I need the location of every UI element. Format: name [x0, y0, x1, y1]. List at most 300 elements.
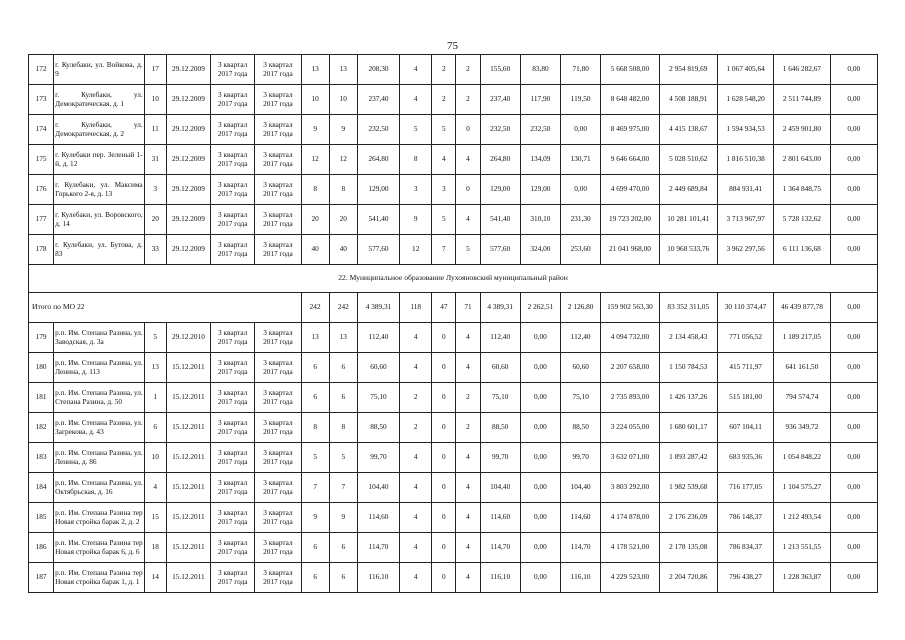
- date-cell: 15.12.2011: [166, 413, 210, 443]
- date-cell: 29.12.2009: [166, 85, 210, 115]
- regional-share-cell: 796 438,27: [717, 563, 773, 593]
- area-private-cell: 0,00: [520, 413, 560, 443]
- year-cell: 31: [144, 145, 166, 175]
- actual-quarter-cell: 3 квартал 2017 года: [255, 235, 301, 265]
- apartments-private-cell: 0: [432, 533, 456, 563]
- residents-cell: 6: [301, 353, 329, 383]
- planned-quarter-cell: 3 квартал 2017 года: [211, 205, 255, 235]
- apartments-private-cell: 4: [432, 145, 456, 175]
- regional-share-cell: 884 931,41: [717, 175, 773, 205]
- table-row: [29, 115, 878, 145]
- cost-total-cell: 5 668 508,00: [601, 55, 659, 85]
- area-private-cell: 117,90: [520, 85, 560, 115]
- address-cell: г. Кулебаки, ул. Бутова, д. 83: [54, 235, 145, 265]
- apartments-private-cell: 0: [432, 383, 456, 413]
- resettlement-table: [28, 54, 878, 593]
- actual-quarter-cell: 3 квартал 2017 года: [255, 503, 301, 533]
- row-number: 172: [29, 55, 54, 85]
- other-share-cell: 0,00: [830, 413, 877, 443]
- area-cell: 208,30: [357, 55, 399, 85]
- area-municipal-cell: 99,70: [561, 443, 601, 473]
- apartments-municipal-cell: 4: [456, 533, 480, 563]
- regional-share-cell: 3 713 967,97: [717, 205, 773, 235]
- apartments-total-cell: 2: [400, 383, 432, 413]
- apartments-municipal-cell: 0: [456, 175, 480, 205]
- date-cell: 29.12.2010: [166, 323, 210, 353]
- area-total-cell: 99,70: [480, 443, 520, 473]
- fund-share-cell: 4 415 138,67: [659, 115, 717, 145]
- residents-cell: 8: [301, 175, 329, 205]
- regional-share-cell: 1 816 510,38: [717, 145, 773, 175]
- address-cell: р.п. Им. Степана Разина, ул. Загрековa, д. 43: [54, 413, 145, 443]
- year-cell: 13: [144, 353, 166, 383]
- apartments-municipal-cell: 5: [456, 235, 480, 265]
- area-total-cell: 60,60: [480, 353, 520, 383]
- address-cell: р.п. Им. Степана Разина, ул. Октябрьская, д. 16: [54, 473, 145, 503]
- residents-resettled-cell: 7: [329, 473, 357, 503]
- row-number: 180: [29, 353, 54, 383]
- apartments-municipal-cell: 4: [456, 563, 480, 593]
- address-cell: р.п. Им. Степана Разина тер Новая стройка барак 6, д. 6: [54, 533, 145, 563]
- total-cell: 242: [301, 293, 329, 323]
- total-cell: 159 902 563,30: [601, 293, 659, 323]
- total-cell: 30 110 374,47: [717, 293, 773, 323]
- area-private-cell: 324,00: [520, 235, 560, 265]
- actual-quarter-cell: 3 квартал 2017 года: [255, 55, 301, 85]
- fund-share-cell: 2 449 689,84: [659, 175, 717, 205]
- row-number: 183: [29, 443, 54, 473]
- residents-cell: 12: [301, 145, 329, 175]
- year-cell: 5: [144, 323, 166, 353]
- residents-resettled-cell: 13: [329, 55, 357, 85]
- local-share-cell: 1 104 575,27: [774, 473, 830, 503]
- address-cell: г. Кулебаки, ул. Демократическая, д. 1: [54, 85, 145, 115]
- area-municipal-cell: 75,10: [561, 383, 601, 413]
- cost-total-cell: 3 224 055,00: [601, 413, 659, 443]
- regional-share-cell: 786 834,37: [717, 533, 773, 563]
- area-cell: 116,10: [357, 563, 399, 593]
- fund-share-cell: 1 150 784,53: [659, 353, 717, 383]
- area-total-cell: 264,80: [480, 145, 520, 175]
- fund-share-cell: 2 204 720,86: [659, 563, 717, 593]
- area-private-cell: 0,00: [520, 383, 560, 413]
- residents-cell: 6: [301, 533, 329, 563]
- apartments-total-cell: 3: [400, 175, 432, 205]
- apartments-municipal-cell: 4: [456, 473, 480, 503]
- regional-share-cell: 786 148,37: [717, 503, 773, 533]
- area-total-cell: 114,70: [480, 533, 520, 563]
- cost-total-cell: 8 469 975,00: [601, 115, 659, 145]
- local-share-cell: 1 646 282,67: [774, 55, 830, 85]
- apartments-total-cell: 9: [400, 205, 432, 235]
- residents-resettled-cell: 5: [329, 443, 357, 473]
- planned-quarter-cell: 3 квартал 2017 года: [211, 443, 255, 473]
- row-number: 186: [29, 533, 54, 563]
- row-number: 175: [29, 145, 54, 175]
- other-share-cell: 0,00: [830, 145, 877, 175]
- section-header-row: [29, 265, 878, 293]
- area-private-cell: 0,00: [520, 503, 560, 533]
- date-cell: 15.12.2011: [166, 383, 210, 413]
- local-share-cell: 1 228 363,87: [774, 563, 830, 593]
- total-cell: 4 389,31: [480, 293, 520, 323]
- planned-quarter-cell: 3 квартал 2017 года: [211, 533, 255, 563]
- year-cell: 20: [144, 205, 166, 235]
- local-share-cell: 6 111 136,68: [774, 235, 830, 265]
- total-label: Итого по МО 22: [29, 293, 302, 323]
- fund-share-cell: 1 893 287,42: [659, 443, 717, 473]
- area-private-cell: 0,00: [520, 353, 560, 383]
- date-cell: 15.12.2011: [166, 503, 210, 533]
- row-number: 177: [29, 205, 54, 235]
- fund-share-cell: 1 426 137,26: [659, 383, 717, 413]
- area-private-cell: 0,00: [520, 533, 560, 563]
- cost-total-cell: 3 632 071,00: [601, 443, 659, 473]
- row-number: 173: [29, 85, 54, 115]
- area-cell: 88,50: [357, 413, 399, 443]
- residents-resettled-cell: 6: [329, 563, 357, 593]
- apartments-municipal-cell: 4: [456, 353, 480, 383]
- planned-quarter-cell: 3 квартал 2017 года: [211, 55, 255, 85]
- date-cell: 15.12.2011: [166, 473, 210, 503]
- apartments-municipal-cell: 4: [456, 443, 480, 473]
- year-cell: 14: [144, 563, 166, 593]
- section-title: 22. Муниципальное образование Лухояновский муниципальный район: [29, 265, 878, 293]
- apartments-total-cell: 4: [400, 533, 432, 563]
- planned-quarter-cell: 3 квартал 2017 года: [211, 85, 255, 115]
- area-municipal-cell: 119,50: [561, 85, 601, 115]
- area-private-cell: 129,00: [520, 175, 560, 205]
- other-share-cell: 0,00: [830, 353, 877, 383]
- apartments-total-cell: 4: [400, 563, 432, 593]
- row-number: 182: [29, 413, 54, 443]
- row-number: 178: [29, 235, 54, 265]
- actual-quarter-cell: 3 квартал 2017 года: [255, 533, 301, 563]
- other-share-cell: 0,00: [830, 503, 877, 533]
- local-share-cell: 2 511 744,89: [774, 85, 830, 115]
- other-share-cell: 0,00: [830, 85, 877, 115]
- planned-quarter-cell: 3 квартал 2017 года: [211, 323, 255, 353]
- area-total-cell: 88,50: [480, 413, 520, 443]
- table-row: [29, 353, 878, 383]
- area-private-cell: 0,00: [520, 563, 560, 593]
- address-cell: р.п. Им. Степана Разина тер Новая стройка барак 2, д. 2: [54, 503, 145, 533]
- other-share-cell: 0,00: [830, 205, 877, 235]
- actual-quarter-cell: 3 квартал 2017 года: [255, 413, 301, 443]
- apartments-municipal-cell: 2: [456, 85, 480, 115]
- planned-quarter-cell: 3 квартал 2017 года: [211, 175, 255, 205]
- table-row: [29, 145, 878, 175]
- page-number: 75: [447, 40, 458, 52]
- area-total-cell: 541,40: [480, 205, 520, 235]
- year-cell: 15: [144, 503, 166, 533]
- residents-resettled-cell: 6: [329, 383, 357, 413]
- area-total-cell: 116,10: [480, 563, 520, 593]
- apartments-total-cell: 4: [400, 85, 432, 115]
- regional-share-cell: 3 962 297,56: [717, 235, 773, 265]
- area-municipal-cell: 0,00: [561, 175, 601, 205]
- planned-quarter-cell: 3 квартал 2017 года: [211, 413, 255, 443]
- actual-quarter-cell: 3 квартал 2017 года: [255, 85, 301, 115]
- apartments-municipal-cell: 4: [456, 205, 480, 235]
- regional-share-cell: 1 628 548,20: [717, 85, 773, 115]
- other-share-cell: 0,00: [830, 175, 877, 205]
- apartments-private-cell: 0: [432, 473, 456, 503]
- apartments-total-cell: 4: [400, 353, 432, 383]
- row-number: 176: [29, 175, 54, 205]
- actual-quarter-cell: 3 квартал 2017 года: [255, 443, 301, 473]
- date-cell: 29.12.2009: [166, 55, 210, 85]
- fund-share-cell: 2 176 236,09: [659, 503, 717, 533]
- apartments-municipal-cell: 2: [456, 55, 480, 85]
- cost-total-cell: 8 648 482,00: [601, 85, 659, 115]
- address-cell: г. Кулебаки, ул. Войкова, д. 9: [54, 55, 145, 85]
- apartments-total-cell: 4: [400, 443, 432, 473]
- table-body-bottom: [29, 323, 878, 593]
- fund-share-cell: 2 134 458,43: [659, 323, 717, 353]
- local-share-cell: 1 054 848,22: [774, 443, 830, 473]
- area-municipal-cell: 104,40: [561, 473, 601, 503]
- area-total-cell: 577,60: [480, 235, 520, 265]
- residents-cell: 40: [301, 235, 329, 265]
- row-number: 179: [29, 323, 54, 353]
- apartments-municipal-cell: 2: [456, 383, 480, 413]
- actual-quarter-cell: 3 квартал 2017 года: [255, 323, 301, 353]
- date-cell: 15.12.2011: [166, 533, 210, 563]
- area-municipal-cell: 253,60: [561, 235, 601, 265]
- table-row: [29, 205, 878, 235]
- address-cell: г. Кулебаки, ул. Максима Горького 2-я, д. 13: [54, 175, 145, 205]
- area-municipal-cell: 60,60: [561, 353, 601, 383]
- regional-share-cell: 771 056,52: [717, 323, 773, 353]
- total-cell: 242: [329, 293, 357, 323]
- apartments-private-cell: 0: [432, 413, 456, 443]
- year-cell: 10: [144, 443, 166, 473]
- apartments-private-cell: 5: [432, 115, 456, 145]
- apartments-municipal-cell: 0: [456, 115, 480, 145]
- area-cell: 114,60: [357, 503, 399, 533]
- total-row: [29, 293, 878, 323]
- apartments-total-cell: 2: [400, 413, 432, 443]
- total-cell: 83 352 311,05: [659, 293, 717, 323]
- area-private-cell: 310,10: [520, 205, 560, 235]
- regional-share-cell: 716 177,05: [717, 473, 773, 503]
- year-cell: 1: [144, 383, 166, 413]
- address-cell: г. Кулебаки пер. Зеленый 1-й, д. 12: [54, 145, 145, 175]
- planned-quarter-cell: 3 квартал 2017 года: [211, 353, 255, 383]
- local-share-cell: 641 161,50: [774, 353, 830, 383]
- residents-resettled-cell: 8: [329, 175, 357, 205]
- local-share-cell: 2 801 643,00: [774, 145, 830, 175]
- cost-total-cell: 4 174 878,00: [601, 503, 659, 533]
- total-cell: 71: [456, 293, 480, 323]
- fund-share-cell: 10 968 533,76: [659, 235, 717, 265]
- date-cell: 29.12.2009: [166, 175, 210, 205]
- area-cell: 577,60: [357, 235, 399, 265]
- local-share-cell: 2 459 901,80: [774, 115, 830, 145]
- planned-quarter-cell: 3 квартал 2017 года: [211, 383, 255, 413]
- apartments-private-cell: 0: [432, 563, 456, 593]
- residents-cell: 8: [301, 413, 329, 443]
- address-cell: г. Кулебаки, ул. Воровского, д. 14: [54, 205, 145, 235]
- actual-quarter-cell: 3 квартал 2017 года: [255, 353, 301, 383]
- fund-share-cell: 2 954 819,69: [659, 55, 717, 85]
- cost-total-cell: 4 699 470,00: [601, 175, 659, 205]
- cost-total-cell: 9 646 664,00: [601, 145, 659, 175]
- apartments-municipal-cell: 4: [456, 145, 480, 175]
- year-cell: 10: [144, 85, 166, 115]
- date-cell: 15.12.2011: [166, 353, 210, 383]
- actual-quarter-cell: 3 квартал 2017 года: [255, 383, 301, 413]
- area-total-cell: 129,00: [480, 175, 520, 205]
- residents-resettled-cell: 8: [329, 413, 357, 443]
- area-cell: 114,70: [357, 533, 399, 563]
- residents-cell: 7: [301, 473, 329, 503]
- local-share-cell: 1 364 848,75: [774, 175, 830, 205]
- apartments-total-cell: 4: [400, 503, 432, 533]
- date-cell: 15.12.2011: [166, 563, 210, 593]
- cost-total-cell: 2 735 893,00: [601, 383, 659, 413]
- area-cell: 129,00: [357, 175, 399, 205]
- address-cell: р.п. Им. Степана Разина тер Новая стройка барак 1, д. 1: [54, 563, 145, 593]
- area-private-cell: 0,00: [520, 323, 560, 353]
- residents-cell: 6: [301, 383, 329, 413]
- regional-share-cell: 415 711,97: [717, 353, 773, 383]
- area-cell: 112,40: [357, 323, 399, 353]
- year-cell: 3: [144, 175, 166, 205]
- residents-cell: 5: [301, 443, 329, 473]
- row-number: 181: [29, 383, 54, 413]
- address-cell: г. Кулебаки, ул. Демократическая, д. 2: [54, 115, 145, 145]
- row-number: 187: [29, 563, 54, 593]
- area-total-cell: 232,50: [480, 115, 520, 145]
- area-private-cell: 0,00: [520, 473, 560, 503]
- table-row: [29, 533, 878, 563]
- local-share-cell: 936 349,72: [774, 413, 830, 443]
- residents-resettled-cell: 12: [329, 145, 357, 175]
- fund-share-cell: 4 508 188,91: [659, 85, 717, 115]
- apartments-municipal-cell: 4: [456, 323, 480, 353]
- table-row: [29, 55, 878, 85]
- area-municipal-cell: 114,60: [561, 503, 601, 533]
- area-total-cell: 114,60: [480, 503, 520, 533]
- other-share-cell: 0,00: [830, 323, 877, 353]
- year-cell: 18: [144, 533, 166, 563]
- address-cell: р.п. Им. Степана Разина, ул. Степана Разина, д. 50: [54, 383, 145, 413]
- cost-total-cell: 3 803 292,00: [601, 473, 659, 503]
- planned-quarter-cell: 3 квартал 2017 года: [211, 145, 255, 175]
- regional-share-cell: 515 181,00: [717, 383, 773, 413]
- regional-share-cell: 1 067 405,64: [717, 55, 773, 85]
- table-row: [29, 175, 878, 205]
- other-share-cell: 0,00: [830, 533, 877, 563]
- residents-resettled-cell: 13: [329, 323, 357, 353]
- other-share-cell: 0,00: [830, 443, 877, 473]
- area-private-cell: 0,00: [520, 443, 560, 473]
- apartments-private-cell: 5: [432, 205, 456, 235]
- area-private-cell: 83,80: [520, 55, 560, 85]
- local-share-cell: 1 212 493,54: [774, 503, 830, 533]
- residents-resettled-cell: 6: [329, 353, 357, 383]
- area-municipal-cell: 130,71: [561, 145, 601, 175]
- local-share-cell: 794 574,74: [774, 383, 830, 413]
- other-share-cell: 0,00: [830, 235, 877, 265]
- residents-resettled-cell: 9: [329, 115, 357, 145]
- fund-share-cell: 5 028 510,62: [659, 145, 717, 175]
- planned-quarter-cell: 3 квартал 2017 года: [211, 473, 255, 503]
- year-cell: 33: [144, 235, 166, 265]
- address-cell: р.п. Им. Степана Разина, ул. Заводская, д. 3а: [54, 323, 145, 353]
- area-total-cell: 237,40: [480, 85, 520, 115]
- planned-quarter-cell: 3 квартал 2017 года: [211, 115, 255, 145]
- residents-cell: 13: [301, 55, 329, 85]
- residents-resettled-cell: 10: [329, 85, 357, 115]
- area-municipal-cell: 114,70: [561, 533, 601, 563]
- apartments-total-cell: 4: [400, 473, 432, 503]
- area-cell: 75,10: [357, 383, 399, 413]
- residents-cell: 9: [301, 503, 329, 533]
- apartments-private-cell: 2: [432, 85, 456, 115]
- actual-quarter-cell: 3 квартал 2017 года: [255, 145, 301, 175]
- area-cell: 60,60: [357, 353, 399, 383]
- address-cell: р.п. Им. Степана Разина, ул. Ленина, д. 86: [54, 443, 145, 473]
- year-cell: 4: [144, 473, 166, 503]
- total-cell: 47: [432, 293, 456, 323]
- year-cell: 11: [144, 115, 166, 145]
- cost-total-cell: 21 041 968,00: [601, 235, 659, 265]
- apartments-private-cell: 0: [432, 353, 456, 383]
- other-share-cell: 0,00: [830, 563, 877, 593]
- row-number: 184: [29, 473, 54, 503]
- residents-resettled-cell: 6: [329, 533, 357, 563]
- other-share-cell: 0,00: [830, 473, 877, 503]
- apartments-total-cell: 8: [400, 145, 432, 175]
- residents-cell: 13: [301, 323, 329, 353]
- row-number: 174: [29, 115, 54, 145]
- residents-cell: 9: [301, 115, 329, 145]
- table-row: [29, 383, 878, 413]
- apartments-private-cell: 0: [432, 323, 456, 353]
- address-cell: р.п. Им. Степана Разина, ул. Ленина, д. 113: [54, 353, 145, 383]
- area-municipal-cell: 116,10: [561, 563, 601, 593]
- planned-quarter-cell: 3 квартал 2017 года: [211, 235, 255, 265]
- apartments-municipal-cell: 4: [456, 503, 480, 533]
- residents-cell: 6: [301, 563, 329, 593]
- fund-share-cell: 2 178 135,08: [659, 533, 717, 563]
- other-share-cell: 0,00: [830, 383, 877, 413]
- actual-quarter-cell: 3 квартал 2017 года: [255, 115, 301, 145]
- actual-quarter-cell: 3 квартал 2017 года: [255, 563, 301, 593]
- table-row: [29, 473, 878, 503]
- apartments-private-cell: 0: [432, 443, 456, 473]
- cost-total-cell: 4 229 523,00: [601, 563, 659, 593]
- apartments-total-cell: 4: [400, 323, 432, 353]
- date-cell: 29.12.2009: [166, 115, 210, 145]
- apartments-private-cell: 0: [432, 503, 456, 533]
- apartments-total-cell: 5: [400, 115, 432, 145]
- local-share-cell: 1 189 217,05: [774, 323, 830, 353]
- cost-total-cell: 19 723 202,00: [601, 205, 659, 235]
- area-cell: 232,50: [357, 115, 399, 145]
- total-cell: 0,00: [830, 293, 877, 323]
- row-number: 185: [29, 503, 54, 533]
- apartments-municipal-cell: 2: [456, 413, 480, 443]
- actual-quarter-cell: 3 квартал 2017 года: [255, 205, 301, 235]
- planned-quarter-cell: 3 квартал 2017 года: [211, 503, 255, 533]
- other-share-cell: 0,00: [830, 115, 877, 145]
- total-cell: 2 262,51: [520, 293, 560, 323]
- year-cell: 17: [144, 55, 166, 85]
